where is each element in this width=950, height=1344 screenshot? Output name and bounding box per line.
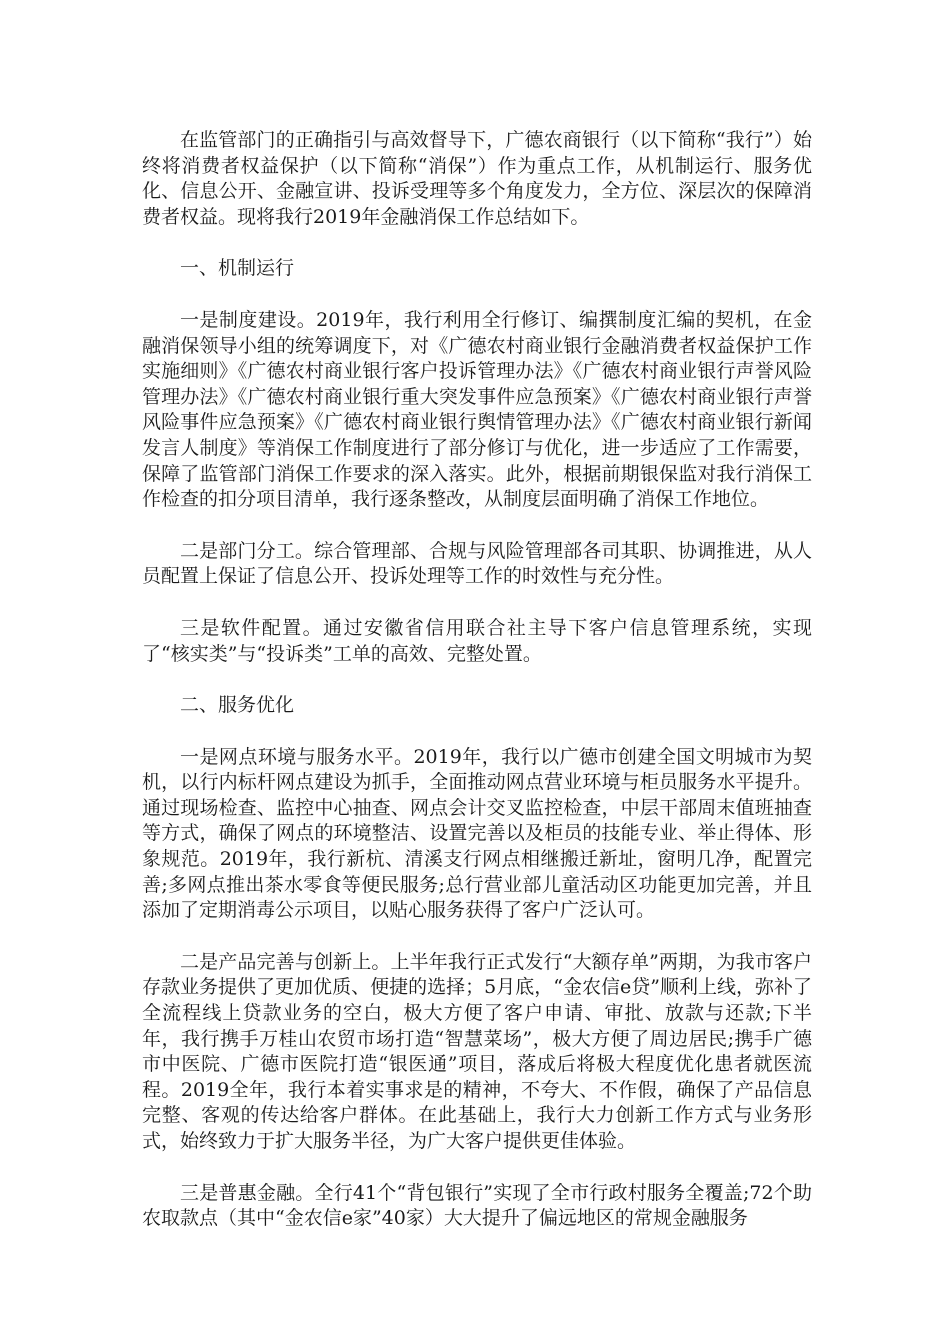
section-heading-mechanism: 一、机制运行 xyxy=(180,257,295,280)
paragraph-system-building: 一是制度建设。2019年，我行利用全行修订、编撰制度汇编的契机，在金融消保领导小组的统筹调度下，对《广德农村商业银行金融消费者权益保护工作实施细则》《广德农村商业银行客户投诉管理办法》《广德农村商业银行声誉风险管理办法》《广德农村商业银行重大突发事件应急预案》《广德农村商业银行声誉风险事件应急预案》《广德农村商业银行舆情管理办法》《广德农村商业银行新闻发言人制度》等消保工作制度进行了部分修订与优化，进一步适应了工作需要，保障了监管部门消保工作要求的深入落实。此外，根据前期银保监对我行消保工作检查的扣分项目清单，我行逐条整改，从制度层面明确了消保工作地位。 xyxy=(142,308,812,511)
intro-paragraph: 在监管部门的正确指引与高效督导下，广德农商银行（以下简称“我行”）始终将消费者权益保护（以下简称“消保”）作为重点工作，从机制运行、服务优化、信息公开、金融宣讲、投诉受理等多个角度发力，全方位、深层次的保障消费者权益。现将我行2019年金融消保工作总结如下。 xyxy=(142,129,812,228)
document-body xyxy=(142,128,812,1258)
section-heading-service: 二、服务优化 xyxy=(180,694,295,717)
paragraph-branch-environment: 一是网点环境与服务水平。2019年，我行以广德市创建全国文明城市为契机，以行内标杆网点建设为抓手，全面推动网点营业环境与柜员服务水平提升。通过现场检查、监控中心抽查、网点会计交叉监控检查，中层干部周末值班抽查等方式，确保了网点的环境整洁、设置完善以及柜员的技能专业、举止得体、形象规范。2019年，我行新杭、清溪支行网点相继搬迁新址，窗明几净，配置完善;多网点推出茶水零食等便民服务;总行营业部儿童活动区功能更加完善，并且添加了定期消毒公示项目，以贴心服务获得了客户广泛认可。 xyxy=(142,745,812,922)
paragraph-software-config: 三是软件配置。通过安徽省信用联合社主导下客户信息管理系统，实现了“核实类”与“投诉类”工单的高效、完整处置。 xyxy=(142,616,812,665)
paragraph-inclusive-finance: 三是普惠金融。全行41个“背包银行”实现了全市行政村服务全覆盖;72个助农取款点（其中“金农信e家”40家）大大提升了偏远地区的常规金融服务 xyxy=(142,1181,812,1230)
paragraph-department-division: 二是部门分工。综合管理部、合规与风险管理部各司其职、协调推进，从人员配置上保证了信息公开、投诉处理等工作的时效性与充分性。 xyxy=(142,539,812,588)
paragraph-product-innovation: 二是产品完善与创新上。上半年我行正式发行“大额存单”两期，为我市客户存款业务提供了更加优质、便捷的选择；5月底，“金农信e贷”顺利上线，弥补了全流程线上贷款业务的空白，极大方便了客户申请、审批、放款与还款;下半年，我行携手万桂山农贸市场打造“智慧菜场”，极大方便了周边居民;携手广德市中医院、广德市医院打造“银医通”项目，落成后将极大程度优化患者就医流程。2019全年，我行本着实事求是的精神，不夸大、不作假，确保了产品信息完整、客观的传达给客户群体。在此基础上，我行大力创新工作方式与业务形式，始终致力于扩大服务半径，为广大客户提供更佳体验。 xyxy=(142,950,812,1152)
